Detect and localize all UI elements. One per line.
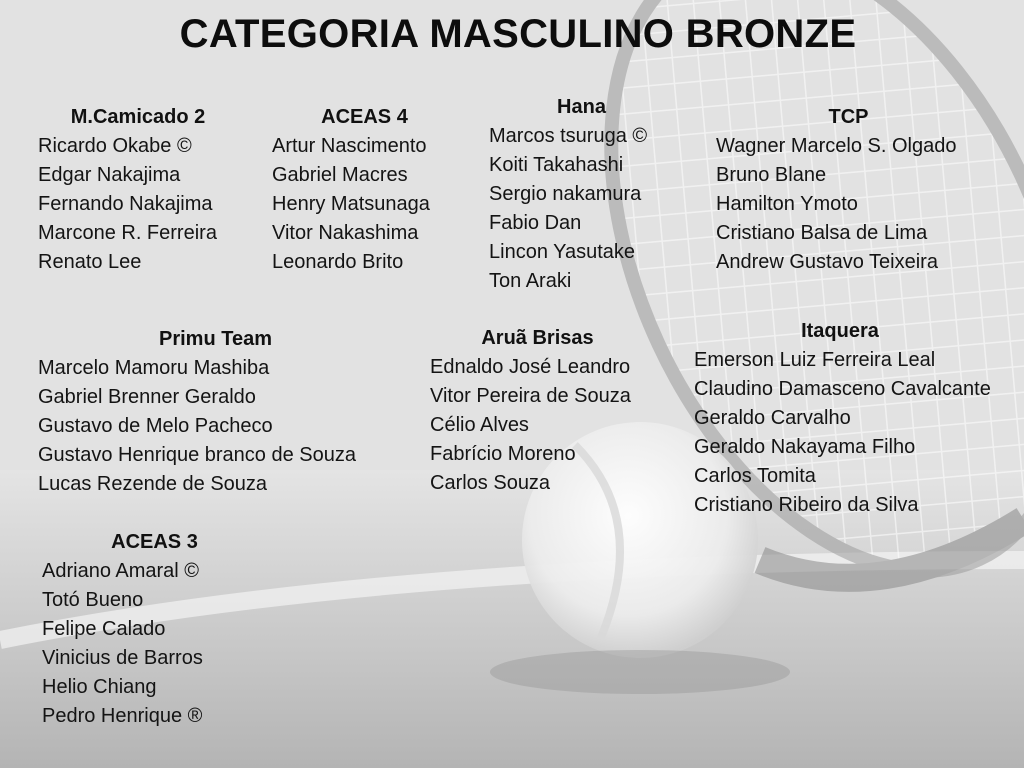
player-name: Gustavo de Melo Pacheco bbox=[38, 415, 273, 437]
player-name: Cristiano Balsa de Lima bbox=[716, 222, 928, 244]
page-title: CATEGORIA MASCULINO BRONZE bbox=[179, 12, 857, 56]
player-name: Célio Alves bbox=[430, 414, 529, 436]
player-name: Wagner Marcelo S. Olgado bbox=[716, 135, 957, 157]
team-name: TCP bbox=[828, 106, 869, 128]
player-name: Lincon Yasutake bbox=[489, 241, 636, 263]
player-name: Vitor Nakashima bbox=[272, 222, 419, 244]
player-name: Ton Araki bbox=[489, 270, 572, 292]
player-name: Vitor Pereira de Souza bbox=[430, 385, 631, 407]
player-name: Fabrício Moreno bbox=[430, 443, 576, 465]
player-name: Marcos tsuruga © bbox=[489, 125, 648, 147]
team-tcp bbox=[716, 104, 981, 277]
player-name: Edgar Nakajima bbox=[38, 164, 181, 186]
player-name: Emerson Luiz Ferreira Leal bbox=[694, 349, 936, 371]
player-name: Adriano Amaral © bbox=[42, 560, 200, 582]
team-m-camicado-2 bbox=[38, 104, 238, 277]
player-name: Ricardo Okabe © bbox=[38, 135, 192, 157]
player-name: Andrew Gustavo Teixeira bbox=[716, 251, 938, 273]
team-name: ACEAS 4 bbox=[321, 106, 408, 128]
player-name: Geraldo Carvalho bbox=[694, 407, 851, 429]
player-name: Cristiano Ribeiro da Silva bbox=[694, 494, 919, 516]
player-name: Gabriel Brenner Geraldo bbox=[38, 386, 256, 408]
team-name: Primu Team bbox=[159, 328, 272, 350]
player-name: Koiti Takahashi bbox=[489, 154, 624, 176]
player-name: Helio Chiang bbox=[42, 676, 157, 698]
team-name: ACEAS 3 bbox=[111, 531, 198, 553]
team-name: Aruã Brisas bbox=[481, 327, 594, 349]
player-name: Leonardo Brito bbox=[272, 251, 404, 273]
player-name: Sergio nakamura bbox=[489, 183, 642, 205]
player-name: Gustavo Henrique branco de Souza bbox=[38, 444, 356, 466]
team-itaquera bbox=[694, 318, 991, 520]
team-primu-team bbox=[38, 326, 393, 499]
player-name: Renato Lee bbox=[38, 251, 142, 273]
player-name: Carlos Tomita bbox=[694, 465, 816, 487]
player-name: Claudino Damasceno Cavalcante bbox=[694, 378, 991, 400]
player-name: Vinicius de Barros bbox=[42, 647, 203, 669]
player-name: Gabriel Macres bbox=[272, 164, 408, 186]
player-name: Geraldo Nakayama Filho bbox=[694, 436, 916, 458]
player-name: Fernando Nakajima bbox=[38, 193, 213, 215]
player-name: Artur Nascimento bbox=[272, 135, 427, 157]
player-name: Hamilton Ymoto bbox=[716, 193, 858, 215]
player-name: Carlos Souza bbox=[430, 472, 551, 494]
team-arua-brisas bbox=[430, 325, 645, 498]
team-aceas-3 bbox=[42, 529, 267, 731]
player-name: Lucas Rezende de Souza bbox=[38, 473, 268, 495]
player-name: Totó Bueno bbox=[42, 589, 144, 611]
player-name: Henry Matsunaga bbox=[272, 193, 430, 215]
team-name: M.Camicado 2 bbox=[70, 106, 206, 128]
team-name: Itaquera bbox=[801, 320, 879, 342]
player-name: Bruno Blane bbox=[716, 164, 827, 186]
player-name: Felipe Calado bbox=[42, 618, 166, 640]
player-name: Marcone R. Ferreira bbox=[38, 222, 217, 244]
team-hana bbox=[489, 94, 674, 296]
player-name: Ednaldo José Leandro bbox=[430, 356, 631, 378]
player-name: Marcelo Mamoru Mashiba bbox=[38, 357, 270, 379]
team-aceas-4 bbox=[272, 104, 457, 277]
player-name: Pedro Henrique ® bbox=[42, 705, 203, 727]
team-name: Hana bbox=[557, 96, 606, 118]
player-name: Fabio Dan bbox=[489, 212, 582, 234]
